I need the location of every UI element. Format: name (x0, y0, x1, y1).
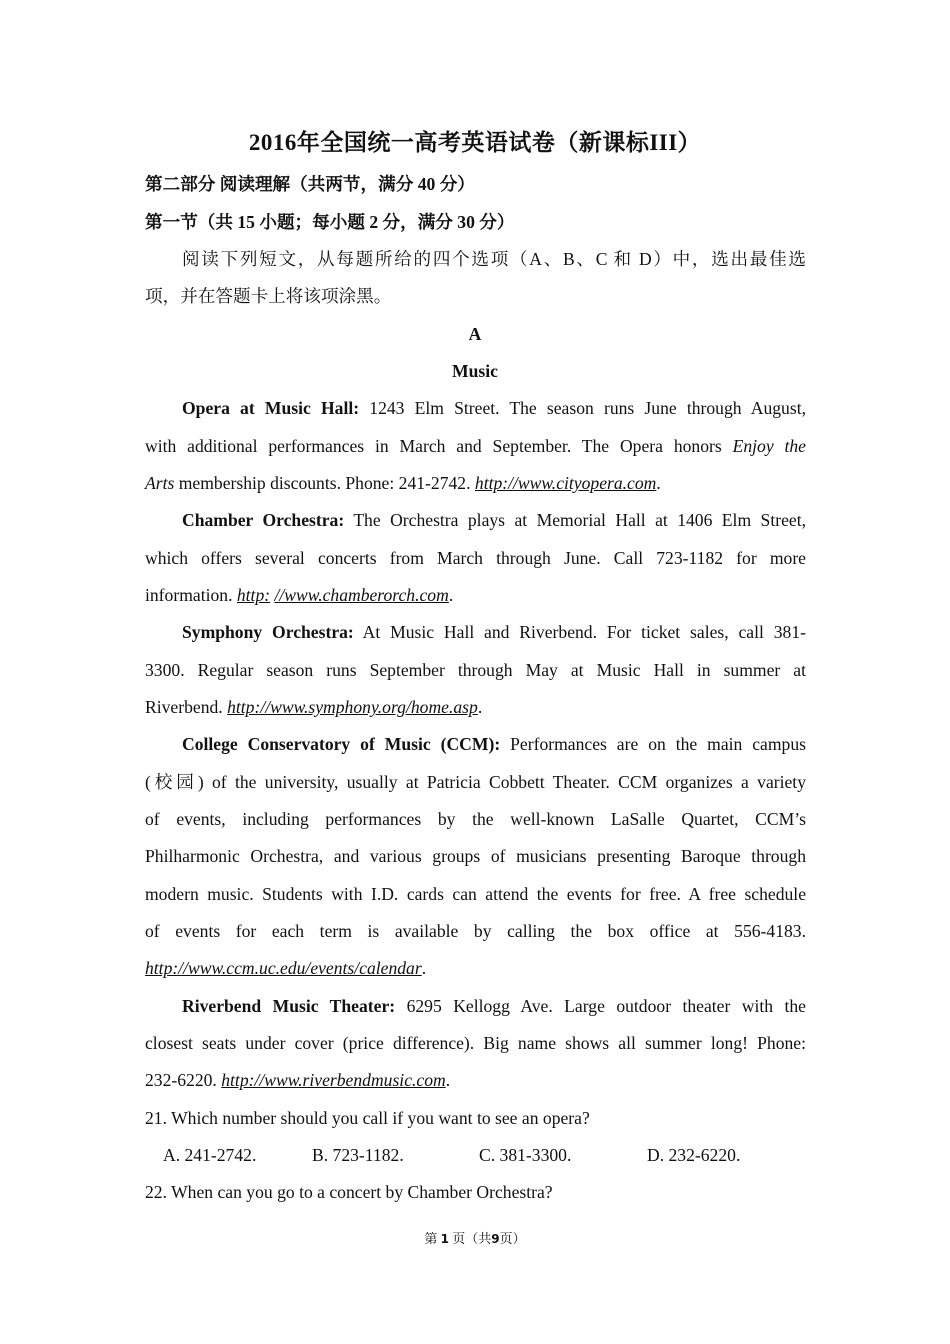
ccm-paragraph-line-4: Philharmonic Orchestra, and various groups of musicians presenting Baroque through (145, 846, 806, 866)
symphony-paragraph-line-3: Riverbend. http://www.symphony.org/home.asp. (145, 697, 483, 717)
passage-title: Music (452, 361, 498, 381)
symphony-url-link[interactable]: http://www.symphony.org/home.asp (227, 697, 478, 717)
chamber-url-link-b[interactable]: //www.chamberorch.com (274, 585, 449, 605)
ccm-url-link[interactable]: http://www.ccm.uc.edu/events/calendar (145, 958, 422, 978)
opera-paragraph-line-2: with additional performances in March and September. The Opera honors Enjoy the (145, 436, 806, 456)
ccm-name: College Conservatory of Music (CCM): (182, 734, 501, 754)
opera-paragraph-line-3: Arts membership discounts. Phone: 241-2742. http://www.cityopera.com. (145, 473, 661, 493)
chamber-name: Chamber Orchestra: (182, 510, 345, 530)
exam-title: 2016年全国统一高考英语试卷（新课标III） (248, 130, 702, 155)
section-heading: 第一节（共 15 小题；每小题 2 分，满分 30 分） (145, 212, 515, 232)
footer-total-pages: 9 (491, 1232, 500, 1246)
opera-url-link[interactable]: http://www.cityopera.com (474, 473, 657, 493)
instructions-line-1: 阅读下列短文，从每题所给的四个选项（A、B、C 和 D）中，选出最佳选 (182, 249, 806, 269)
question-21: 21. Which number should you call if you want to see an opera? (145, 1108, 590, 1128)
q21-option-c[interactable]: C. 381-3300. (479, 1145, 572, 1165)
ccm-paragraph-line-1: College Conservatory of Music (CCM): Performances are on the main campus (182, 734, 806, 754)
symphony-name: Symphony Orchestra: (182, 622, 354, 642)
q21-option-a[interactable]: A. 241-2742. (163, 1145, 257, 1165)
symphony-paragraph-line-1: Symphony Orchestra: At Music Hall and Riverbend. For ticket sales, call 381- (182, 622, 806, 642)
part-heading: 第二部分 阅读理解（共两节，满分 40 分） (145, 174, 475, 194)
riverbend-url-link[interactable]: http://www.riverbendmusic.com (221, 1070, 446, 1090)
chamber-url-link-a[interactable]: http: (236, 585, 271, 605)
symphony-paragraph-line-2: 3300. Regular season runs September through May at Music Hall in summer at (145, 660, 806, 680)
page-footer: 第 1 页（共9页） (424, 1231, 526, 1246)
chamber-paragraph-line-1: Chamber Orchestra: The Orchestra plays at Memorial Hall at 1406 Elm Street, (182, 510, 806, 530)
chamber-paragraph-line-3: information. http: //www.chamberorch.com. (145, 585, 454, 605)
ccm-paragraph-line-3: of events, including performances by the well-known LaSalle Quartet, CCM’s (145, 809, 806, 829)
ccm-paragraph-line-5: modern music. Students with I.D. cards can attend the events for free. A free schedule (145, 884, 806, 904)
riverbend-paragraph-line-3: 232-6220. http://www.riverbendmusic.com. (145, 1070, 451, 1090)
instructions-line-2: 项，并在答题卡上将该项涂黑。 (145, 286, 392, 306)
ccm-paragraph-line-7: http://www.ccm.uc.edu/events/calendar. (145, 958, 427, 978)
question-22: 22. When can you go to a concert by Chamber Orchestra? (145, 1182, 553, 1202)
passage-label: A (468, 324, 482, 344)
riverbend-paragraph-line-2: closest seats under cover (price difference). Big name shows all summer long! Phone: (145, 1033, 806, 1053)
opera-paragraph-line-1: Opera at Music Hall: 1243 Elm Street. The season runs June through August, (182, 398, 806, 418)
opera-name: Opera at Music Hall: (182, 398, 360, 418)
footer-page-number: 1 (440, 1232, 449, 1246)
riverbend-paragraph-line-1: Riverbend Music Theater: 6295 Kellogg Ave. Large outdoor theater with the (182, 996, 806, 1016)
ccm-paragraph-line-6: of events for each term is available by calling the box office at 556-4183. (145, 921, 806, 941)
chamber-paragraph-line-2: which offers several concerts from March through June. Call 723-1182 for more (145, 548, 806, 568)
q21-option-d[interactable]: D. 232-6220. (647, 1145, 741, 1165)
riverbend-name: Riverbend Music Theater: (182, 996, 396, 1016)
ccm-paragraph-line-2: (校园) of the university, usually at Patricia Cobbett Theater. CCM organizes a variety (145, 772, 806, 792)
q21-option-b[interactable]: B. 723-1182. (312, 1145, 404, 1165)
